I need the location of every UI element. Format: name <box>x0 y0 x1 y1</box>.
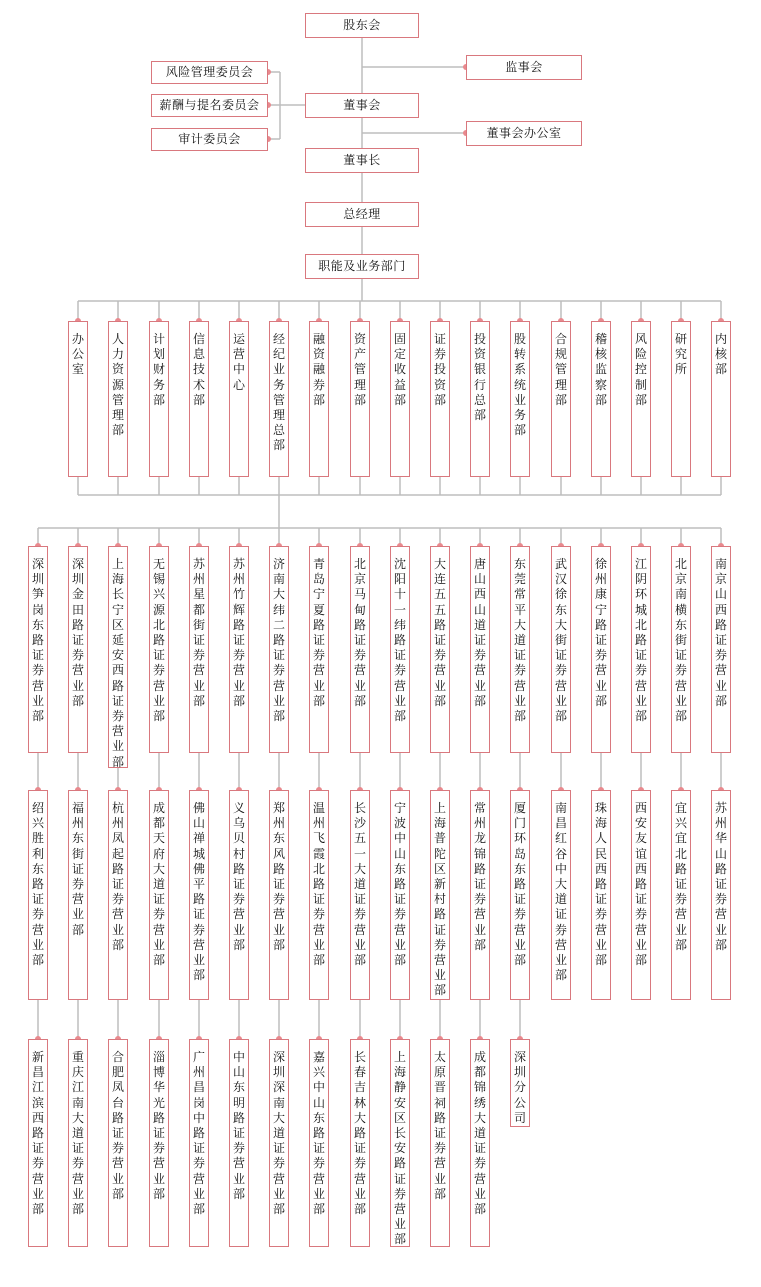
compensation-committee-box: 薪酬与提名委员会 <box>151 94 268 117</box>
department-4: 信息技术部 <box>189 321 209 477</box>
branch-16-1: 江阴环城北路证券营业部 <box>631 546 651 753</box>
branch-3-2: 杭州凤起路证券营业部 <box>108 790 128 1000</box>
branch-14-1: 武汉徐东大街证券营业部 <box>551 546 571 753</box>
branch-9-1: 北京马甸路证券营业部 <box>350 546 370 753</box>
department-15: 风险控制部 <box>631 321 651 477</box>
branch-10-1: 沈阳十一纬路证券营业部 <box>390 546 410 753</box>
department-5: 运营中心 <box>229 321 249 477</box>
branch-5-2: 佛山禅城佛平路证券营业部 <box>189 790 209 1000</box>
department-10: 证券投资部 <box>430 321 450 477</box>
branch-6-1: 苏州竹辉路证券营业部 <box>229 546 249 753</box>
branch-17-2: 宜兴宜北路证券营业部 <box>671 790 691 1000</box>
department-11: 投资银行总部 <box>470 321 490 477</box>
branch-1-3: 新昌江滨西路证券营业部 <box>28 1039 48 1247</box>
branch-10-3: 上海静安区长安路证券营业部 <box>390 1039 410 1247</box>
branch-12-2: 常州龙锦路证券营业部 <box>470 790 490 1000</box>
branch-13-2: 厦门环岛东路证券营业部 <box>510 790 530 1000</box>
branch-7-1: 济南大纬二路证券营业部 <box>269 546 289 753</box>
branch-10-2: 宁波中山东路证券营业部 <box>390 790 410 1000</box>
department-9: 固定收益部 <box>390 321 410 477</box>
branch-13-3: 深圳分公司 <box>510 1039 530 1127</box>
board-box: 董事会 <box>305 93 419 118</box>
department-8: 资产管理部 <box>350 321 370 477</box>
branch-3-3: 合肥凤台路证券营业部 <box>108 1039 128 1247</box>
risk-committee-box: 风险管理委员会 <box>151 61 268 84</box>
branch-4-3: 淄博华光路证券营业部 <box>149 1039 169 1247</box>
department-7: 融资融券部 <box>309 321 329 477</box>
branch-14-2: 南昌红谷中大道证券营业部 <box>551 790 571 1000</box>
department-2: 人力资源管理部 <box>108 321 128 477</box>
branch-18-2: 苏州华山路证券营业部 <box>711 790 731 1000</box>
branch-6-3: 中山东明路证券营业部 <box>229 1039 249 1247</box>
branch-13-1: 东莞常平大道证券营业部 <box>510 546 530 753</box>
branch-2-3: 重庆江南大道证券营业部 <box>68 1039 88 1247</box>
board-office-box: 董事会办公室 <box>466 121 582 146</box>
general-manager-box: 总经理 <box>305 202 419 227</box>
department-3: 计划财务部 <box>149 321 169 477</box>
branch-5-3: 广州昌岗中路证券营业部 <box>189 1039 209 1247</box>
branch-11-1: 大连五五路证券营业部 <box>430 546 450 753</box>
branch-9-3: 长春吉林大路证券营业部 <box>350 1039 370 1247</box>
branch-16-2: 西安友谊西路证券营业部 <box>631 790 651 1000</box>
supervisors-box: 监事会 <box>466 55 582 80</box>
branch-15-1: 徐州康宁路证券营业部 <box>591 546 611 753</box>
branch-2-1: 深圳金田路证券营业部 <box>68 546 88 753</box>
branch-11-2: 上海普陀区新村路证券营业部 <box>430 790 450 1000</box>
branch-4-1: 无锡兴源北路证券营业部 <box>149 546 169 753</box>
branch-8-1: 青岛宁夏路证券营业部 <box>309 546 329 753</box>
branch-8-2: 温州飞霞北路证券营业部 <box>309 790 329 1000</box>
branch-5-1: 苏州星都街证券营业部 <box>189 546 209 753</box>
branch-17-1: 北京南横东街证券营业部 <box>671 546 691 753</box>
audit-committee-box: 审计委员会 <box>151 128 268 151</box>
branch-6-2: 义乌贝村路证券营业部 <box>229 790 249 1000</box>
department-1: 办公室 <box>68 321 88 477</box>
branch-7-3: 深圳深南大道证券营业部 <box>269 1039 289 1247</box>
branch-7-2: 郑州东风路证券营业部 <box>269 790 289 1000</box>
branch-12-1: 唐山西山道证券营业部 <box>470 546 490 753</box>
department-13: 合规管理部 <box>551 321 571 477</box>
branch-8-3: 嘉兴中山东路证券营业部 <box>309 1039 329 1247</box>
branch-11-3: 太原晋祠路证券营业部 <box>430 1039 450 1247</box>
shareholders-box: 股东会 <box>305 13 419 38</box>
department-6: 经纪业务管理总部 <box>269 321 289 477</box>
department-17: 内核部 <box>711 321 731 477</box>
branch-12-3: 成都锦绣大道证券营业部 <box>470 1039 490 1247</box>
department-16: 研究所 <box>671 321 691 477</box>
department-12: 股转系统业务部 <box>510 321 530 477</box>
branch-18-1: 南京山西路证券营业部 <box>711 546 731 753</box>
branch-15-2: 珠海人民西路证券营业部 <box>591 790 611 1000</box>
branch-9-2: 长沙五一大道证券营业部 <box>350 790 370 1000</box>
chairman-box: 董事长 <box>305 148 419 173</box>
branch-1-2: 绍兴胜利东路证券营业部 <box>28 790 48 1000</box>
branch-3-1: 上海长宁区延安西路证券营业部 <box>108 546 128 768</box>
department-14: 稽核监察部 <box>591 321 611 477</box>
departments-header-box: 职能及业务部门 <box>305 254 419 279</box>
branch-2-2: 福州东街证券营业部 <box>68 790 88 1000</box>
branch-4-2: 成都天府大道证券营业部 <box>149 790 169 1000</box>
branch-1-1: 深圳笋岗东路证券营业部 <box>28 546 48 753</box>
